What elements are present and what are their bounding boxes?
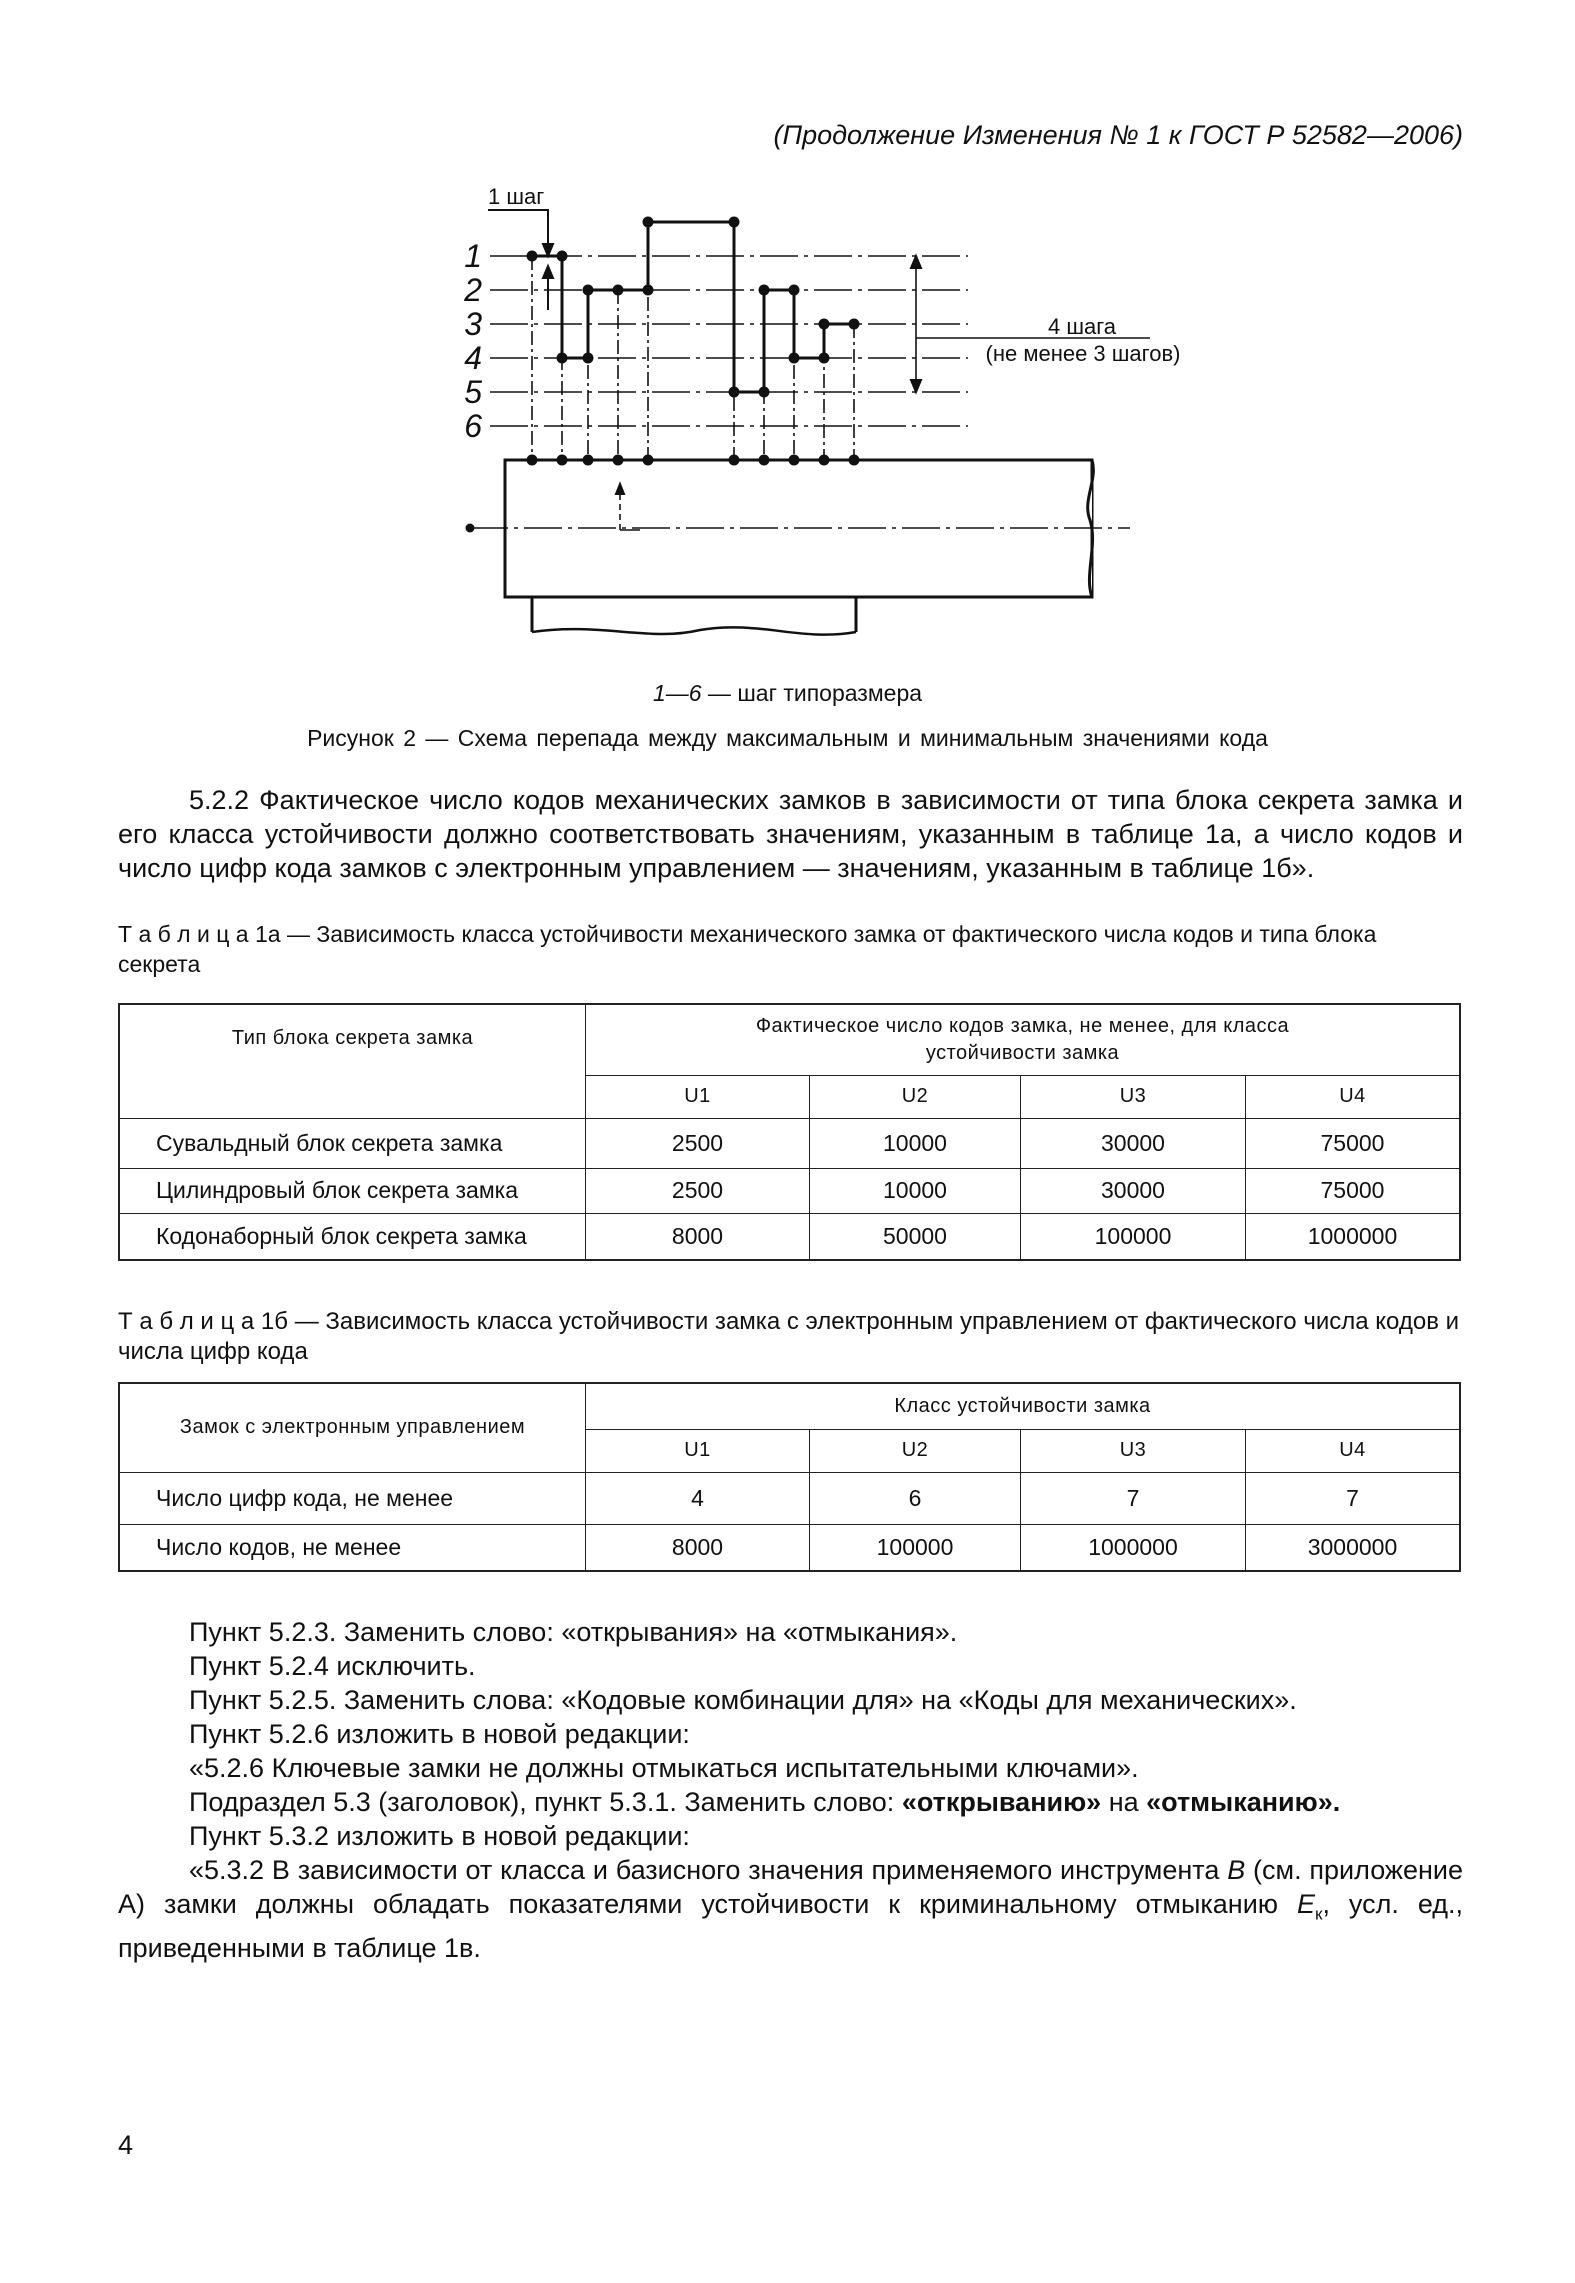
level-5: 5 <box>464 374 482 410</box>
symbol-e: E <box>1297 1889 1316 1919</box>
cell: 100000 <box>1021 1213 1246 1260</box>
table-1b-caption <box>118 1307 1463 1367</box>
legend-text: — шаг типоразмера <box>701 680 923 706</box>
cell: 10000 <box>810 1168 1021 1213</box>
table-1a-group-header: Фактическое число кодов замка, не менее, для класса устойчивости замка <box>586 1004 1461 1075</box>
cell: 1000000 <box>1246 1213 1461 1260</box>
line-5-2-4: Пункт 5.2.4 исключить. <box>189 1651 476 1681</box>
text-c: , усл. ед., приведенными в таблице 1в. <box>118 1889 1463 1964</box>
table-1b-title: — Зависимость класса устойчивости замка с электронным управлением от фактического числа кодов и числа цифр кода <box>118 1308 1460 1365</box>
table-1a-class-u4: U4 <box>1246 1075 1461 1118</box>
level-3: 3 <box>464 306 482 342</box>
row-name: Цилиндровый блок секрета замка <box>119 1168 586 1213</box>
code-step-diagram <box>0 0 1575 700</box>
word-new: «отмыканию». <box>1146 1787 1341 1817</box>
level-2: 2 <box>464 272 482 308</box>
text-b: (см. приложение А) замки должны обладать показателями устойчивости к криминальному отмыканию <box>118 1855 1464 1919</box>
table-1b-label: Т а б л и ц а 1б <box>118 1308 289 1335</box>
table-1a-class-u1: U1 <box>586 1075 810 1118</box>
line-5-3-2-intro: Пункт 5.3.2 изложить в новой редакции: <box>189 1821 690 1851</box>
table-1b-class-u1: U1 <box>586 1429 810 1472</box>
line-5-2-3: Пункт 5.2.3. Заменить слово: «открывания» на «отмыкания». <box>189 1617 958 1647</box>
line-5-2-6-intro: Пункт 5.2.6 изложить в новой редакции: <box>189 1719 690 1749</box>
word-old: «открыванию» <box>901 1787 1102 1817</box>
text-a: «5.3.2 В зависимости от класса и базисного значения применяемого инструмента <box>189 1855 1228 1885</box>
line-5-3-2-text <box>118 1853 1463 1965</box>
running-header: (Продолжение Изменения № 1 к ГОСТ Р 52582—2006) <box>773 120 1463 150</box>
table-row <box>119 1168 1460 1213</box>
cell: 2500 <box>586 1168 810 1213</box>
cell: 10000 <box>810 1118 1021 1168</box>
table-1a-class-u3: U3 <box>1021 1075 1246 1118</box>
cell: 7 <box>1021 1472 1246 1524</box>
row-name: Сувальдный блок секрета замка <box>119 1118 586 1168</box>
table-1a-title: — Зависимость класса устойчивости механического замка от фактического числа кодов и типа блока секрета <box>118 921 1377 977</box>
table-1a <box>118 1003 1461 1261</box>
cell: 75000 <box>1246 1118 1461 1168</box>
cell: 4 <box>586 1472 810 1524</box>
amendment-lines <box>118 1615 1463 1965</box>
table-1a-caption <box>118 919 1463 979</box>
line-5-3-mid: на <box>1101 1787 1147 1817</box>
figure-legend <box>0 680 1575 707</box>
table-1b-group-header: Класс устойчивости замка <box>586 1383 1461 1429</box>
page-number: 4 <box>118 2130 134 2160</box>
legend-range: 1—6 <box>652 680 702 706</box>
table-1b <box>118 1382 1461 1572</box>
table-1a-class-u2: U2 <box>810 1075 1021 1118</box>
steps-note: (не менее 3 шагов) <box>985 341 1181 366</box>
line-5-2-6-text: «5.2.6 Ключевые замки не должны отмыкаться испытательными ключами». <box>189 1753 1139 1783</box>
table-row <box>119 1472 1460 1524</box>
cell: 7 <box>1246 1472 1461 1524</box>
cell: 75000 <box>1246 1168 1461 1213</box>
level-1: 1 <box>464 238 482 274</box>
steps-label: 4 шага <box>1047 314 1117 339</box>
line-5-3-pre: Подраздел 5.3 (заголовок), пункт 5.3.1. Заменить слово: <box>189 1787 902 1817</box>
symbol-e-sub: к <box>1315 1904 1323 1924</box>
table-1b-class-u3: U3 <box>1021 1429 1246 1472</box>
figure-2 <box>0 0 1575 700</box>
row-name: Число цифр кода, не менее <box>119 1472 586 1524</box>
table-row <box>119 1213 1460 1260</box>
cell: 30000 <box>1021 1118 1246 1168</box>
table-1b-class-u4: U4 <box>1246 1429 1461 1472</box>
figure-caption: Рисунок 2 — Схема перепада между максимальным и минимальным значениями кода <box>307 725 1268 751</box>
cell: 30000 <box>1021 1168 1246 1213</box>
cell: 8000 <box>586 1213 810 1260</box>
table-1a-col0-header: Тип блока секрета замка <box>119 1004 586 1118</box>
step-label: 1 шаг <box>488 184 545 209</box>
cell: 8000 <box>586 1524 810 1571</box>
line-5-2-5: Пункт 5.2.5. Заменить слова: «Кодовые комбинации для» на «Коды для механических». <box>189 1685 1297 1715</box>
cell: 100000 <box>810 1524 1021 1571</box>
table-1b-class-u2: U2 <box>810 1429 1021 1472</box>
table-row <box>119 1524 1460 1571</box>
row-name: Число кодов, не менее <box>119 1524 586 1571</box>
level-4: 4 <box>464 340 482 376</box>
row-name: Кодонаборный блок секрета замка <box>119 1213 586 1260</box>
table-1b-col0-header: Замок с электронным управлением <box>119 1383 586 1472</box>
cell: 1000000 <box>1021 1524 1246 1571</box>
cell: 50000 <box>810 1213 1021 1260</box>
symbol-b: B <box>1227 1855 1246 1885</box>
line-5-3 <box>118 1785 1463 1819</box>
table-1a-label: Т а б л и ц а 1а <box>118 921 281 947</box>
cell: 6 <box>810 1472 1021 1524</box>
cell: 3000000 <box>1246 1524 1461 1571</box>
table-row <box>119 1118 1460 1168</box>
level-6: 6 <box>464 408 482 444</box>
paragraph-5-2-2: 5.2.2 Фактическое число кодов механических замков в зависимости от типа блока секрета замка и его класса устойчивости должно соответствовать значениям, указанным в таблице 1а, а число кодов и число цифр кода замков с электронным управлением — значениям, указанным в таблице 1б». <box>118 785 1463 883</box>
cell: 2500 <box>586 1118 810 1168</box>
